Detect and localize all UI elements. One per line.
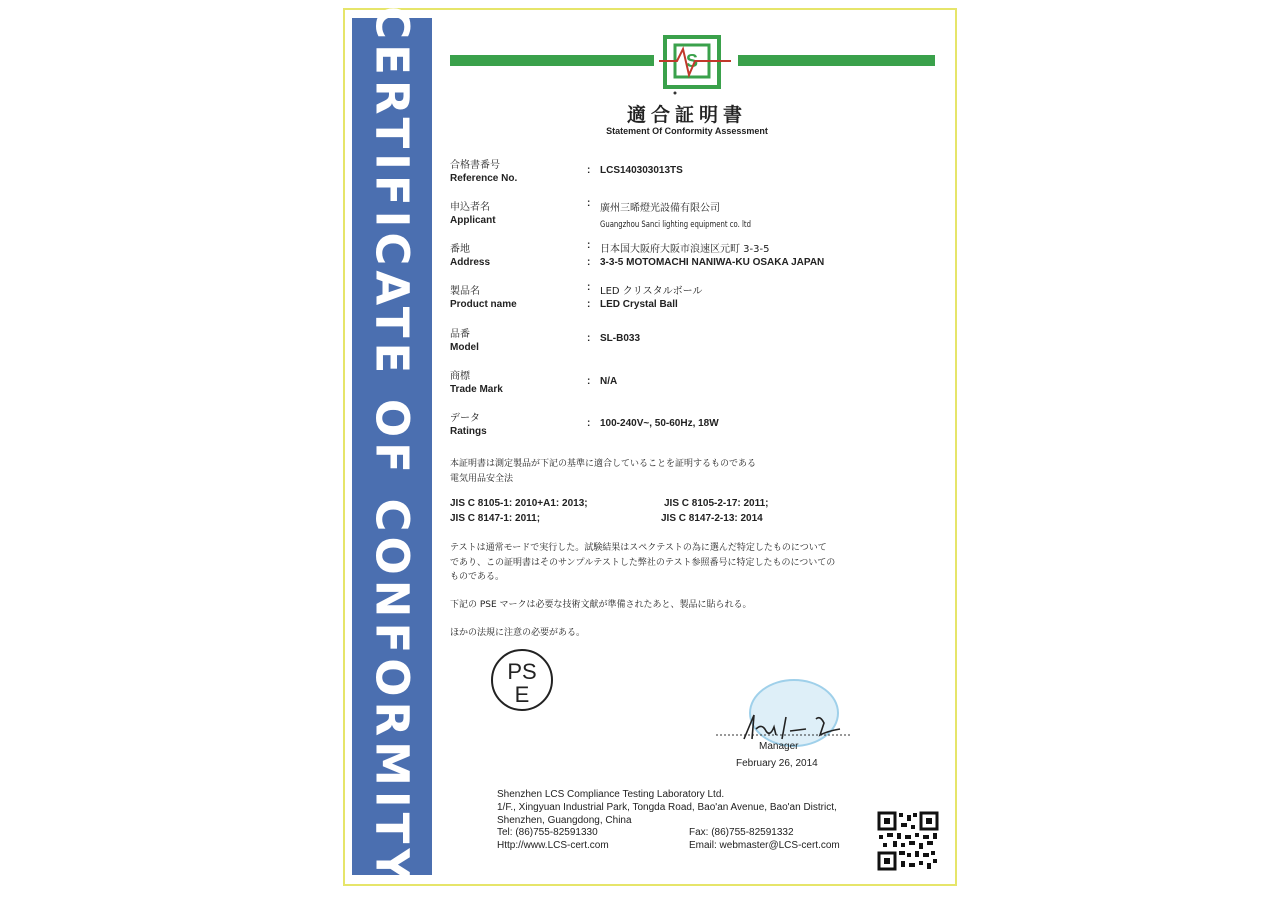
- field-label-en: Trade Mark: [450, 384, 503, 395]
- field-label-jp: 合格書番号: [450, 160, 500, 171]
- field-value: SL-B033: [600, 333, 641, 344]
- footer-tel: Tel: (86)755-82591330: [497, 827, 598, 838]
- field-label-en: Applicant: [450, 215, 496, 226]
- footer-website: Http://www.LCS-cert.com: [497, 840, 609, 851]
- field-label-en: Model: [450, 342, 479, 353]
- standard-item: JIS C 8105-2-17: 2011;: [664, 498, 769, 509]
- field-label-jp: 申込者名: [450, 202, 490, 213]
- footer-email: Email: webmaster@LCS-cert.com: [689, 840, 840, 851]
- field-label-en: Address: [450, 257, 491, 268]
- statement-law: 電気用品安全法: [450, 474, 514, 484]
- field-colon: :: [587, 257, 591, 268]
- svg-text:S: S: [685, 51, 699, 71]
- field-label-jp: 製品名: [450, 286, 480, 297]
- field-label-en: Ratings: [450, 426, 487, 437]
- field-value-jp: 日本国大阪府大阪市浪速区元町 3-3-5: [600, 244, 770, 255]
- field-value: 100-240V~, 50-60Hz, 18W: [600, 418, 719, 429]
- field-colon: :: [587, 240, 591, 251]
- standard-item: JIS C 8147-2-13: 2014: [661, 513, 763, 524]
- field-colon: :: [587, 299, 591, 310]
- svg-text:E: E: [514, 682, 530, 707]
- field-label-jp: データ: [450, 413, 480, 424]
- signatory-title: Manager: [759, 741, 799, 752]
- footer-company: Shenzhen LCS Compliance Testing Laboratory Ltd.: [497, 789, 725, 800]
- note-other-laws: ほかの法規に注意の必要がある。: [450, 628, 586, 638]
- sidebar-title: CERTIFICATE OF CONFORMITY: [365, 6, 419, 886]
- standard-item: JIS C 8147-1: 2011;: [450, 513, 541, 524]
- issue-date: February 26, 2014: [736, 758, 818, 769]
- note-line: であり、この証明書はそのサンプルテストした弊社のテスト参照番号に特定したものについての: [450, 558, 836, 568]
- field-value: Guangzhou Sanci lighting equipment co. ltd: [600, 220, 751, 230]
- field-colon: :: [587, 376, 591, 387]
- field-value: LED Crystal Ball: [600, 299, 678, 310]
- statement-line: 本証明書は測定製品が下記の基準に適合していることを証明するものである: [450, 459, 757, 469]
- footer-address: Shenzhen, Guangdong, China: [497, 815, 632, 826]
- field-colon: :: [587, 418, 591, 429]
- note-line: テストは通常モードで実行した。試験結果はスペクテストの為に選んだ特定したものについて: [450, 543, 827, 553]
- pse-mark-icon: [490, 648, 554, 712]
- field-label-jp: 商標: [450, 371, 470, 382]
- note-pse: 下記の PSE マークは必要な技術文献が準備されたあと、製品に貼られる。: [450, 600, 752, 610]
- title-english: Statement Of Conformity Assessment: [606, 126, 768, 136]
- signature-icon: [716, 705, 851, 745]
- field-colon: :: [587, 198, 591, 209]
- footer-address: 1/F., Xingyuan Industrial Park, Tongda Road, Bao'an Avenue, Bao'an District,: [497, 802, 837, 813]
- field-value: N/A: [600, 376, 618, 387]
- title-japanese: 適合証明書: [626, 104, 747, 126]
- field-label-jp: 品番: [450, 329, 470, 340]
- field-value: 3-3-5 MOTOMACHI NANIWA-KU OSAKA JAPAN: [600, 257, 825, 268]
- standard-item: JIS C 8105-1: 2010+A1: 2013;: [450, 498, 588, 509]
- note-line: ものである。: [450, 572, 505, 582]
- field-value: LCS140303013TS: [600, 165, 683, 176]
- field-colon: :: [587, 165, 591, 176]
- field-value-jp: LED クリスタルボール: [600, 286, 703, 297]
- field-colon: :: [587, 333, 591, 344]
- svg-text:PS: PS: [507, 659, 537, 684]
- field-label-en: Product name: [450, 299, 517, 310]
- field-label-en: Reference No.: [450, 173, 518, 184]
- footer-fax: Fax: (86)755-82591332: [689, 827, 794, 838]
- qr-code-icon: [877, 811, 939, 871]
- field-value-jp: 廣州三晞燈光設備有限公司: [600, 203, 720, 214]
- field-label-jp: 番地: [450, 244, 470, 255]
- field-colon: :: [587, 282, 591, 293]
